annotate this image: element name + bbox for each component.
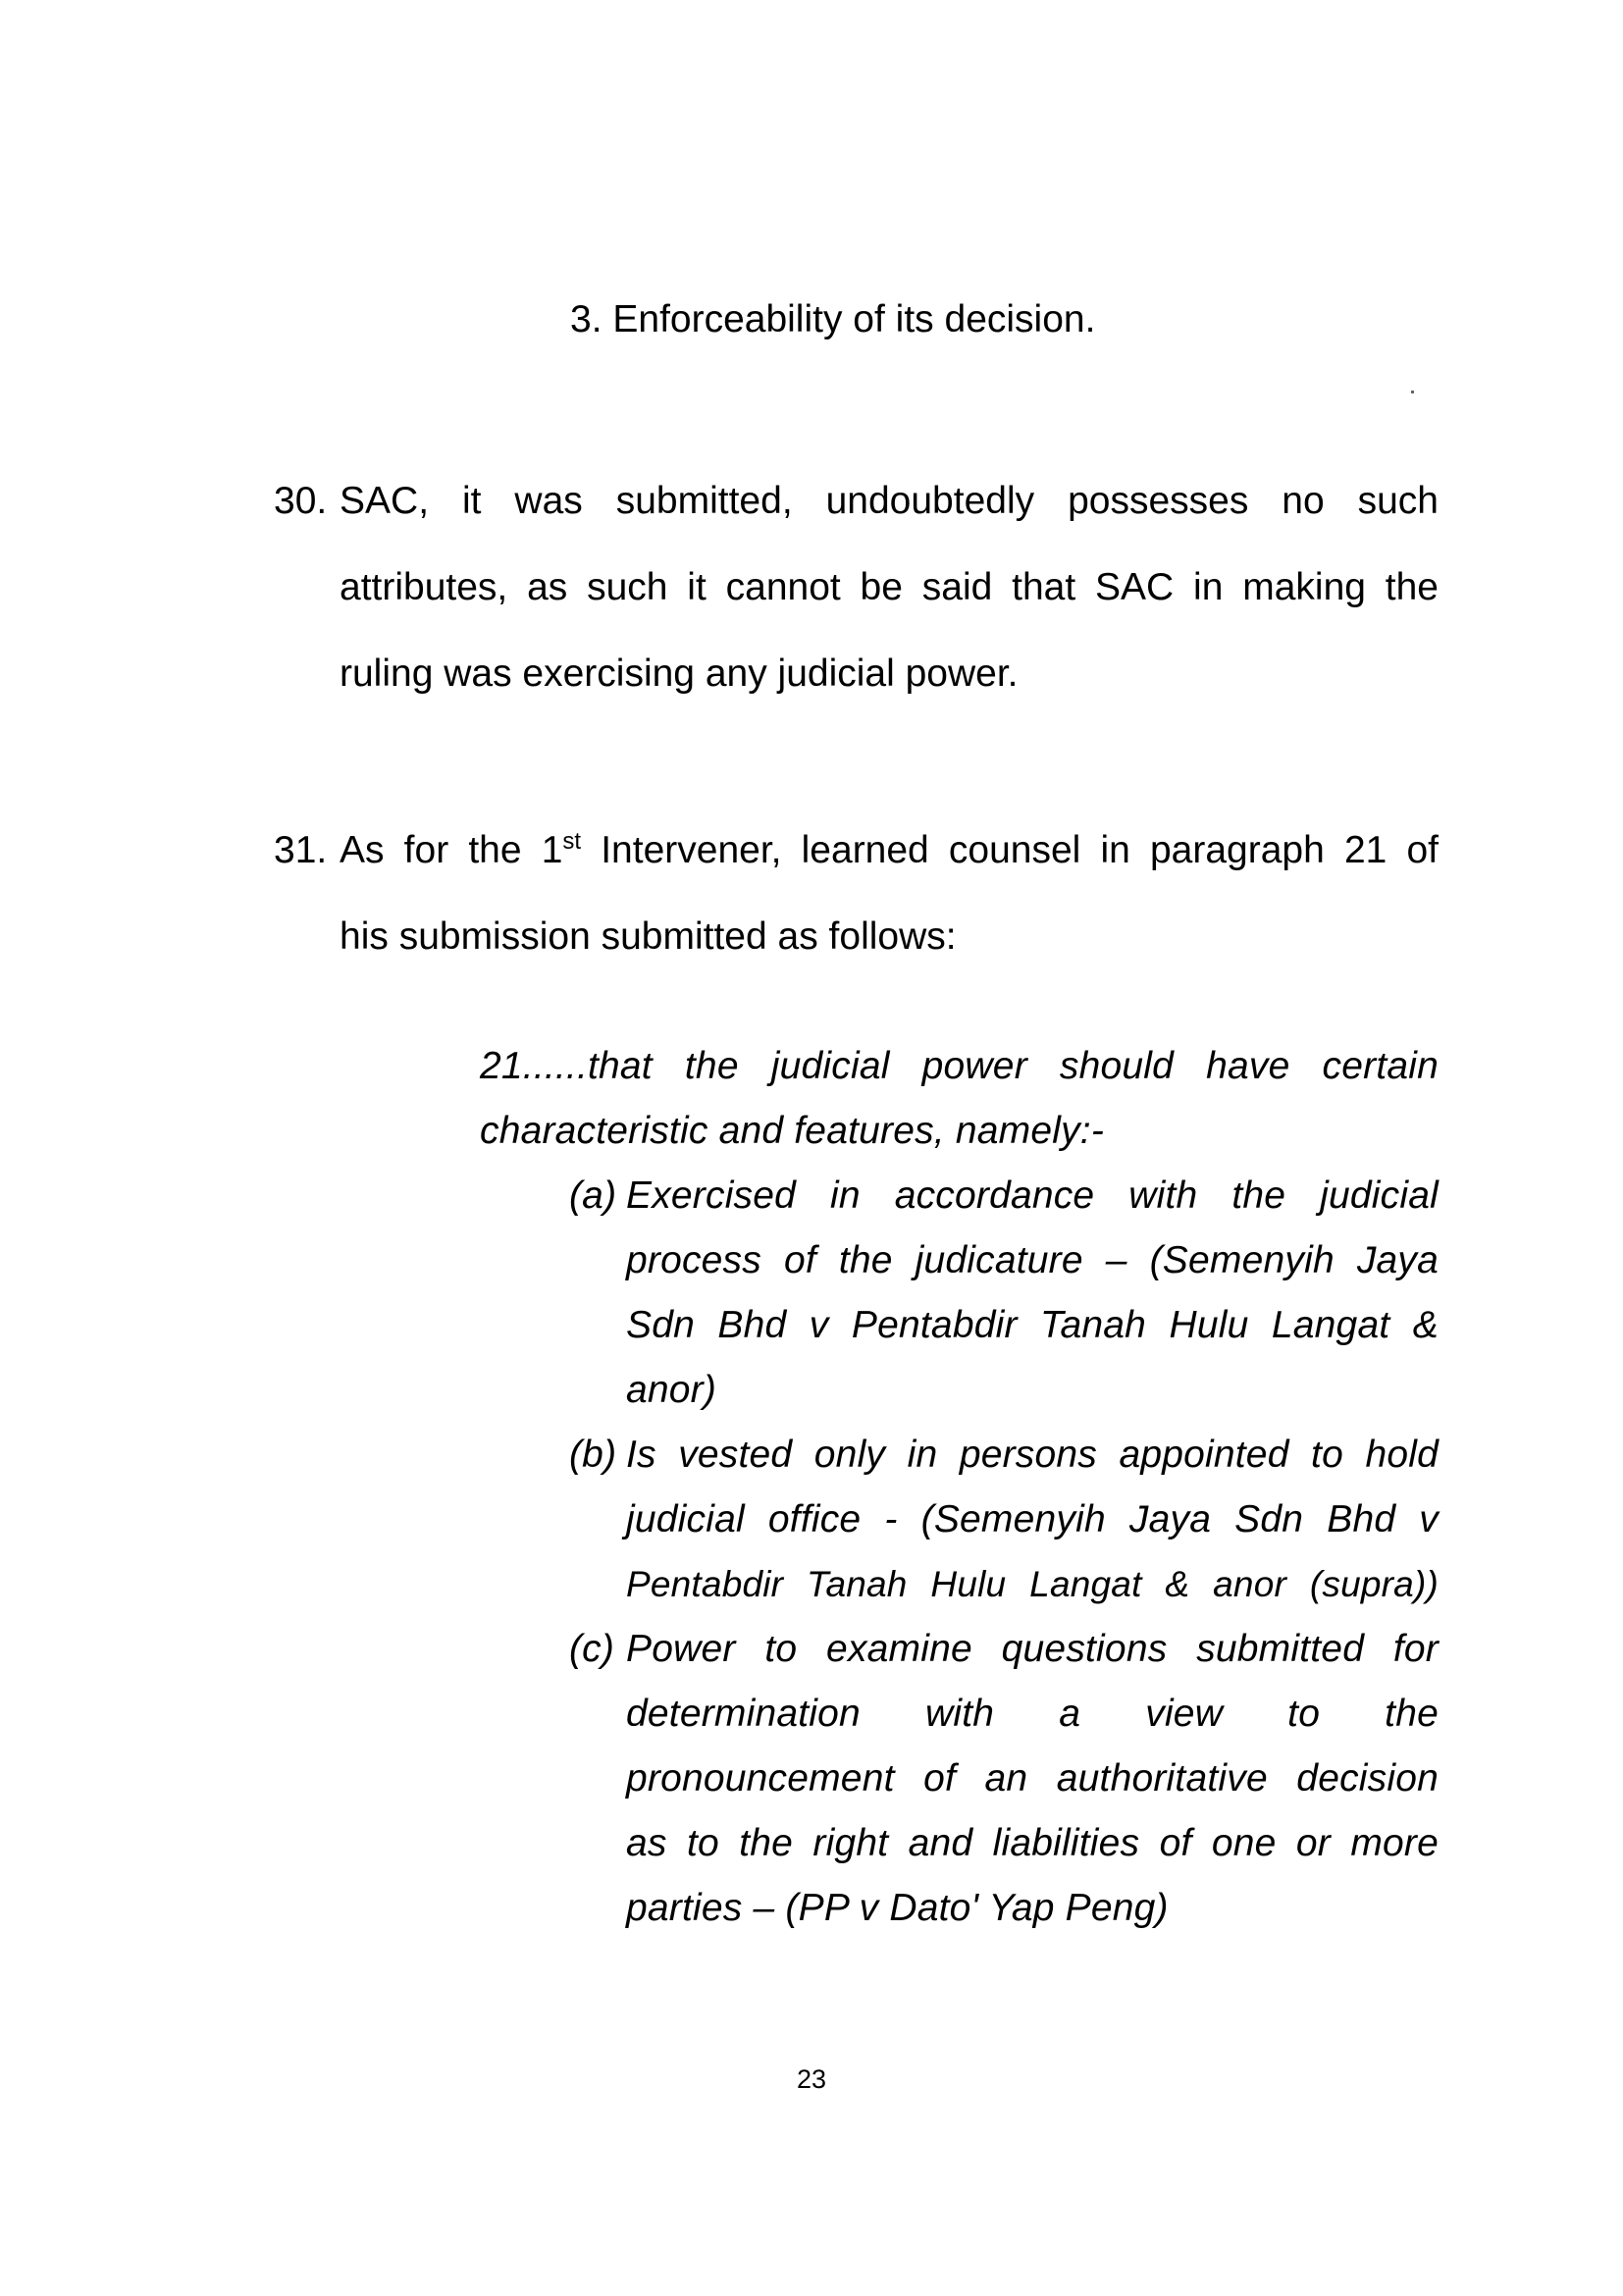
quote-item-c-line-5: parties – (PP v Dato' Yap Peng) [626, 1887, 1169, 1929]
ordinal-suffix: st [562, 828, 582, 855]
quote-item-c-line-4: as to the right and liabilities of one or more [626, 1822, 1439, 1864]
paragraph-30-line-1: SAC, it was submitted, undoubtedly possesses no such [340, 480, 1439, 522]
quote-intro-line-1: 21......that the judicial power should have certain [480, 1045, 1439, 1087]
paragraph-31-line-1 [340, 827, 1439, 874]
section-heading: 3. Enforceability of its decision. [570, 298, 1096, 340]
quote-item-a-line-3: Sdn Bhd v Pentabdir Tanah Hulu Langat & [626, 1304, 1439, 1346]
quote-item-b-line-1: Is vested only in persons appointed to hold [626, 1434, 1439, 1476]
quote-item-a-line-4: anor) [626, 1369, 717, 1411]
quote-item-c-label: (c) [569, 1628, 615, 1670]
quote-item-a-line-1: Exercised in accordance with the judicial [626, 1174, 1439, 1217]
quote-item-c-line-1: Power to examine questions submitted for [626, 1628, 1439, 1670]
paragraph-31-line-1-end: Intervener, learned counsel in paragraph 21 of [581, 829, 1439, 871]
quote-item-c-line-2: determination with a view to the [626, 1693, 1439, 1735]
quote-item-c-line-3: pronouncement of an authoritative decision [626, 1757, 1439, 1800]
paragraph-30-line-3: ruling was exercising any judicial power. [340, 652, 1019, 695]
quote-item-a-label: (a) [569, 1174, 617, 1217]
quote-item-b-line-3: Pentabdir Tanah Hulu Langat & anor (supra)) [626, 1564, 1439, 1604]
paragraph-31-line-2: his submission submitted as follows: [340, 915, 957, 958]
paragraph-30-number: 30. [274, 480, 328, 522]
quote-item-a-line-2: process of the judicature – (Semenyih Jaya [626, 1239, 1439, 1281]
page-number: 23 [796, 2064, 827, 2094]
quote-item-b-line-2: judicial office - (Semenyih Jaya Sdn Bhd v [626, 1498, 1439, 1540]
paragraph-31-number: 31. [274, 829, 328, 871]
quote-intro-line-2: characteristic and features, namely:- [480, 1110, 1105, 1152]
paragraph-31-line-1-start: As for the 1 [340, 829, 563, 871]
quote-item-b-label: (b) [569, 1434, 617, 1476]
paragraph-30-line-2: attributes, as such it cannot be said that SAC in making the [340, 566, 1439, 608]
scan-speck [1411, 391, 1414, 393]
